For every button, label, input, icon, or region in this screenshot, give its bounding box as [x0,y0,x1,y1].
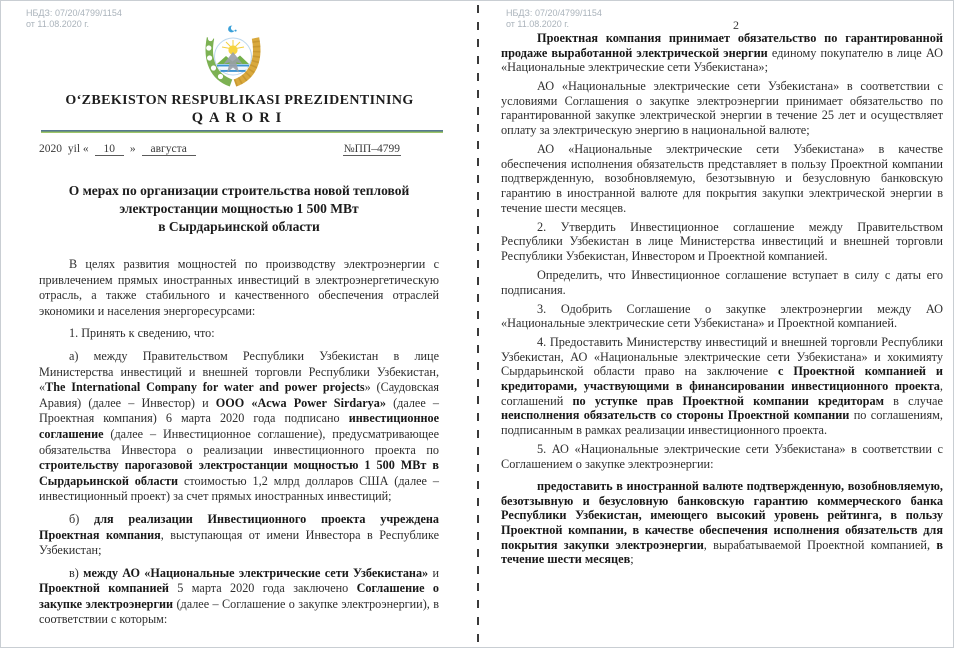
paragraph: АО «Национальные электрические сети Узбекистана» в качестве обеспечения исполнения обязательств представляет в пользу Проектной компании подтвержденную, возобновляемую, безотзывную и безусловную банковскую гарантию в иностранной валюте для покрытия закупки электрической энергии в течение шести месяцев. [501,142,943,215]
header-divider [41,130,443,133]
paragraph: 1. Принять к сведению, что: [69,326,215,341]
text-line: от 11.08.2020 г. [26,19,89,29]
text-line: НБДЗ: 07/20/4799/1154 [26,8,122,18]
paragraph: АО «Национальные электрические сети Узбекистана» в соответствии с условиями Соглашения о закупке электроэнергии принимает обязательство по гарантированной закупке электрической энергии в течение 25 лет и осуществляет оплату за электрическую энергию в национальной валюте; [501,79,943,138]
paragraph: 5. АО «Национальные электрические сети Узбекистана» в соответствии с Соглашением о закупке электроэнергии: [501,441,943,471]
text-line: электростанции мощностью 1 500 МВт [119,201,359,216]
text-line: О мерах по организации строительства новой тепловой [68,183,410,198]
document-type-title: QARORI [191,110,288,126]
page-2-body [501,31,943,571]
page-1 [1,1,478,648]
paragraph: в) между АО «Национальные электрические сети Узбекистана» и Проектной компанией 5 марта 2020 года заключено Соглашение о закупке электроэнергии (далее – Соглашение о закупке электроэнергии), в соответствии с которым: [39,565,439,627]
paragraph: предоставить в иностранной валюте подтвержденную, возобновляемую, безотзывную и безусловную банковскую гарантию коммерческого банка Республики Узбекистан, имеющего высокий уровень рейтинга, в пользу Проектной компании, в качестве обеспечения исполнения обязательств для покрытия закупки электроэнергии, вырабатываемой Проектной компанией, в течение шести месяцев; [501,479,944,567]
decree-title [39,182,439,236]
date-month: августа [142,143,196,156]
paragraph: Определить, что Инвестиционное соглашение вступает в силу с даты его подписания. [501,267,943,297]
page-number: 2 [733,18,739,32]
paragraph: 2. Утвердить Инвестиционное соглашение между Правительством Республики Узбекистан в лице Министерства инвестиций и внешней торговли Республики Узбекистан, Инвестором и Проектной компанией. [501,219,943,263]
paragraph: 3. Одобрить Соглашение о закупке электроэнергии между АО «Национальные электрические сети Узбекистана» и Проектной компанией. [501,301,943,331]
page-separator [477,5,479,643]
issuer-name: O‘ZBEKISTON RESPUBLIKASI PREZIDENTINING [65,93,414,108]
paragraph: В целях развития мощностей по производству электроэнергии с привлечением прямых иностранных инвестиций в электроэнергетическую отрасль, а также стабильного и качественного обеспечения отраслей экономики и населения энергоресурсами: [39,257,439,318]
page-2 [480,1,954,648]
paragraph: 4. Предоставить Министерству инвестиций и внешней торговли Республики Узбекистан, АО «Национальные электрические сети Узбекистана» и хокимияту Сырдарьинской области право на заключение с Проектной компанией и кредиторами, участвующими в финансировании инвестиционного проекта, соглашений по уступке прав Проектной компании кредиторам в случае неисполнения обязательств со стороны Проектной компании по соглашениям, подписанным в рамках реализации инвестиционного проекта. [501,335,943,437]
decree-number: №ПП–4799 [343,143,400,155]
paragraph: Проектная компания принимает обязательство по гарантированной продаже выработанной электрической энергии единому покупателю в лице АО «Национальные электрические сети Узбекистана»; [501,31,943,75]
text-line: от 11.08.2020 г. [506,19,569,29]
paragraph: б) для реализации Инвестиционного проекта учреждена Проектная компания, выступающая от имени Инвестора в Республике Узбекистан; [39,511,439,558]
text-line: НБДЗ: 07/20/4799/1154 [506,8,602,18]
text-line: в Сырдарьинской области [158,219,320,234]
registry-stamp [506,8,602,30]
uzbekistan-emblem-icon [201,23,265,87]
registry-stamp [26,8,122,30]
date-and-number-line [39,143,439,156]
page-1-body [39,257,439,635]
decree-date: 2020 yil « 10 » августа [39,143,199,156]
paragraph: а) между Правительством Республики Узбекистан в лице Министерства инвестиций и внешней торговли Республики Узбекистан, «The International Company for water and power projects» (Саудовская Аравия) (далее – Инвестор) и ООО «Acwa Power Sirdarya» (далее – Проектная компания) 6 марта 2020 года подписано инвестиционное соглашение (далее – Инвестиционное соглашение), предусматривающее обязательства Инвестора о реализации инвестиционного проекта по строительству парогазовой электростанции мощностью 1 500 МВт в Сырдарьинской области стоимостью 1,2 млрд долларов США (далее – инвестиционный проект) за счет прямых иностранных инвестиций; [39,348,439,504]
date-day: 10 [95,143,125,156]
